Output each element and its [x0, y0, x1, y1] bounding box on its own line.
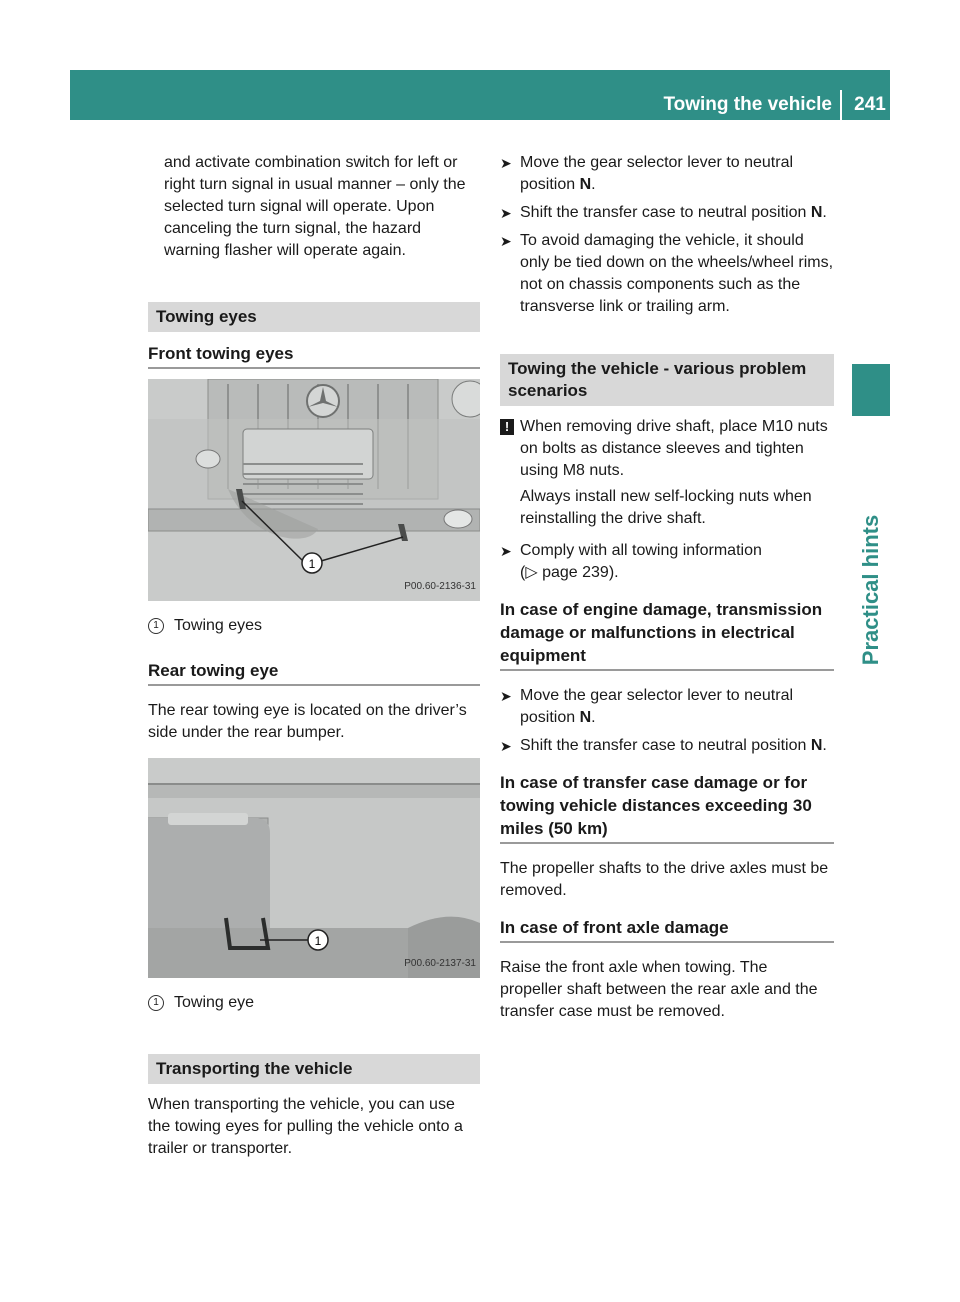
list-item: ➤ Comply with all towing information (▷ page 239). [500, 542, 762, 581]
bullet-list-top [500, 152, 834, 318]
warning-text-2: Always install new self-locking nuts when reinstalling the drive shaft. [520, 488, 812, 527]
left-column [148, 152, 480, 1160]
rear-towing-eye-text: The rear towing eye is located on the driver’s side under the rear bumper. [148, 702, 467, 741]
chapter-title: Towing the vehicle [663, 94, 832, 115]
warning-icon: ! [500, 419, 514, 435]
front-axle-heading: In case of front axle damage [500, 916, 834, 943]
front-towing-eyes-figure [148, 379, 480, 601]
rear-figure-caption [148, 992, 480, 1014]
callout-marker: 1 [148, 995, 164, 1011]
front-axle-text: Raise the front axle when towing. The propeller shaft between the rear axle and the transfer case must be removed. [500, 959, 818, 1020]
transfer-case-heading: In case of transfer case damage or for towing vehicle distances exceeding 30 miles (50 km) [500, 771, 834, 844]
intro-text: and activate combination switch for left or right turn signal in usual manner – only the selected turn signal will operate. Upon canceling the turn signal, the hazard warning flasher will operate again. [164, 154, 466, 259]
section-side-label: Practical hints [858, 514, 883, 666]
list-item: ➤ To avoid damaging the vehicle, it should only be tied down on the wheels/wheel rims, not on chassis components such as the transverse link or trailing arm. [500, 232, 834, 315]
arrow-bullet-icon: ➤ [500, 205, 512, 221]
running-header [663, 90, 890, 120]
arrow-bullet-icon: ➤ [500, 155, 512, 171]
rear-figure-code: P00.60-2137-31 [404, 958, 476, 969]
transporting-heading: Transporting the vehicle [148, 1054, 480, 1084]
problem-scenarios-heading: Towing the vehicle - various problem scenarios [500, 354, 834, 406]
front-bumper-illustration [148, 379, 480, 601]
engine-damage-heading: In case of engine damage, transmission damage or malfunctions in electrical equipment [500, 598, 834, 671]
transporting-text: When transporting the vehicle, you can use the towing eyes for pulling the vehicle onto a trailer or transporter. [148, 1096, 463, 1157]
front-towing-eyes-heading: Front towing eyes [148, 342, 480, 369]
rear-caption-text: Towing eye [174, 994, 255, 1011]
arrow-bullet-icon: ➤ [500, 688, 512, 704]
transfer-case-text: The propeller shafts to the drive axles must be removed. [500, 860, 829, 899]
rear-towing-eye-heading: Rear towing eye [148, 659, 480, 686]
arrow-bullet-icon: ➤ [500, 543, 512, 559]
page-reference: (▷ page 239). [520, 564, 619, 581]
list-item: ➤ Shift the transfer case to neutral position N. [500, 202, 834, 224]
towing-eyes-heading: Towing eyes [148, 302, 480, 332]
callout-marker: 1 [148, 618, 164, 634]
list-item: ➤ Shift the transfer case to neutral position N. [500, 735, 834, 757]
front-figure-callout: 1 [308, 557, 316, 571]
rear-towing-eye-figure [148, 758, 480, 978]
page-number: 241 [854, 94, 886, 115]
arrow-bullet-icon: ➤ [500, 738, 512, 754]
front-caption-text: Towing eyes [174, 617, 263, 634]
warning-text-1: When removing drive shaft, place M10 nuts on bolts as distance sleeves and tighten using M8 nuts. [520, 418, 828, 479]
front-figure-caption [148, 615, 480, 637]
arrow-bullet-icon: ➤ [500, 233, 512, 249]
list-item: ➤ Move the gear selector lever to neutral position N. [500, 154, 794, 193]
right-column [500, 152, 834, 1023]
list-item: ➤ Move the gear selector lever to neutral position N. [500, 687, 794, 726]
rear-bumper-illustration [148, 758, 480, 978]
side-tab-marker [852, 364, 890, 416]
rear-figure-callout: 1 [314, 934, 322, 948]
front-figure-code: P00.60-2136-31 [404, 581, 476, 592]
bullet-list-engine [500, 685, 834, 757]
warning-note [500, 416, 834, 530]
